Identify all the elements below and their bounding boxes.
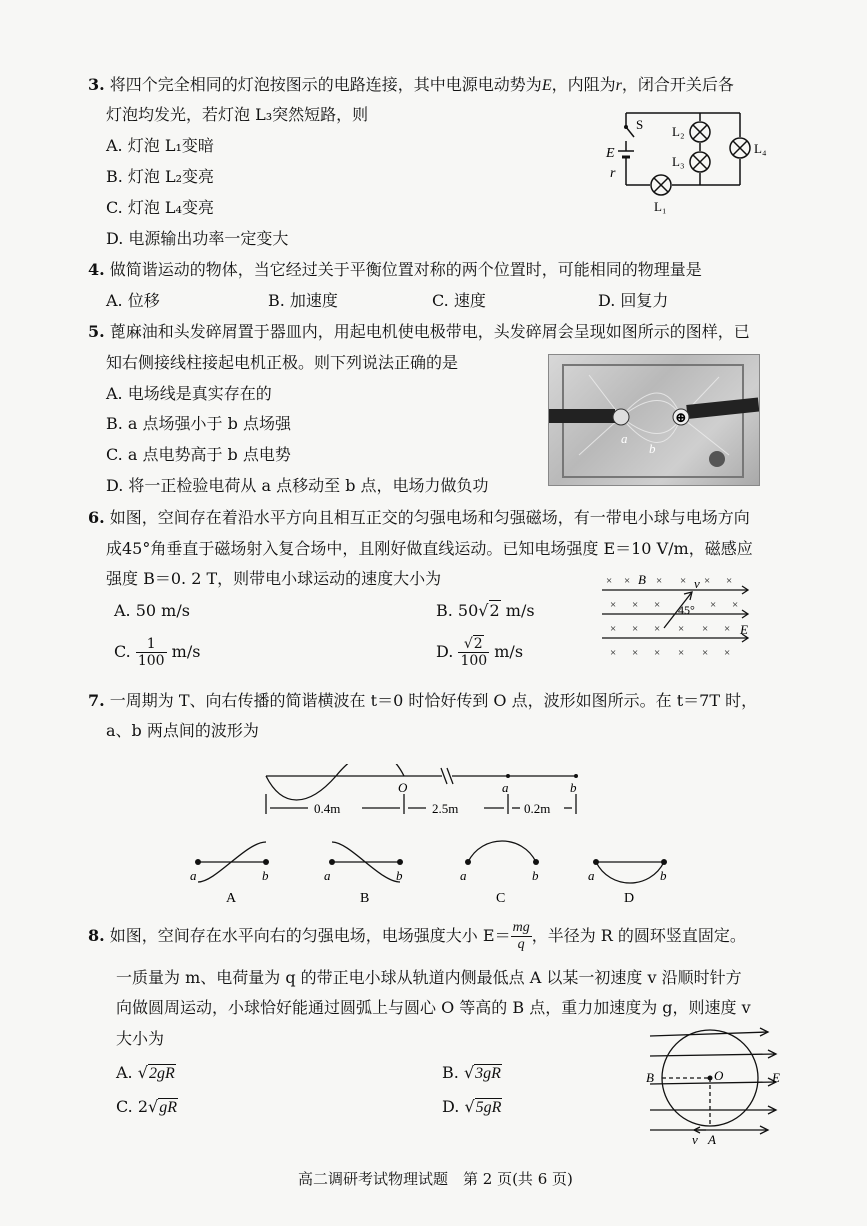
- q4-option-b: B. 加速度: [268, 291, 338, 310]
- q8-opta-radicand: 2gR: [148, 1065, 175, 1082]
- q3-option-b: B. 灯泡 L₂变亮: [106, 167, 215, 186]
- choice-b-letter: B: [360, 891, 370, 906]
- q6-stem-line3: 强度 B＝0. 2 T，则带电小球运动的速度大小为: [106, 569, 442, 588]
- fig-label-B: B: [638, 572, 646, 587]
- q8-stem-text1b: ，半径为 R 的圆环竖直固定。: [531, 926, 746, 945]
- q8-circle-field-diagram: [640, 1026, 790, 1144]
- q8-stem-line2: 一质量为 m、电荷量为 q 的带正电小球从轨道内侧最低点 A 以某一初速度 v 沿顺时针方: [116, 968, 742, 987]
- sqrt-icon: √: [478, 601, 489, 620]
- q3-stem-text2: ，内阻为: [551, 75, 616, 94]
- q7-stem-line2: a、b 两点间的波形为: [106, 721, 259, 740]
- svg-text:×: ×: [724, 647, 731, 659]
- q8-optd-radicand: 5gR: [475, 1099, 502, 1116]
- q6-stem-text1: 如图，空间存在着沿水平方向且相互正交的匀强电场和匀强磁场，有一带电小球与电场方向: [109, 508, 750, 527]
- fig-label-S: S: [636, 117, 644, 132]
- fig-label-angle: 45°: [678, 603, 695, 617]
- q3-E: E: [541, 77, 552, 94]
- choice-c-letter: C: [496, 891, 506, 906]
- svg-text:×: ×: [632, 623, 639, 635]
- fig-label-L4: L₄: [754, 141, 767, 156]
- q7-choice-d: [584, 838, 684, 908]
- fig-label-v: v: [694, 576, 700, 591]
- svg-text:×: ×: [654, 647, 661, 659]
- q8-frac-den: q: [517, 937, 525, 952]
- choice-a-point-a: a: [190, 868, 197, 883]
- fig-label-L3: L₃: [672, 154, 685, 169]
- q6-optd-unit: m/s: [489, 642, 524, 661]
- q4-stem-text: 做简谐运动的物体，当它经过关于平衡位置对称的两个位置时，可能相同的物理量是: [109, 260, 702, 279]
- q5-stem-line1: [88, 321, 750, 343]
- dish-object-icon: [709, 451, 725, 467]
- fig-dist-0.4m: 0.4m: [314, 801, 341, 816]
- q6-option-a: A. 50 m/s: [114, 601, 190, 620]
- page-footer: 高二调研考试物理试题 第 2 页(共 6 页): [298, 1170, 573, 1188]
- q4-option-d: D. 回复力: [598, 291, 669, 310]
- q6-optb-radicand: 2: [489, 601, 500, 620]
- svg-text:×: ×: [632, 599, 639, 611]
- q5-number: 5.: [88, 322, 105, 341]
- fig-label-O: O: [398, 780, 408, 795]
- q6-optc-den: 100: [137, 653, 165, 669]
- q7-wave-diagram: [258, 764, 588, 824]
- q8-frac-num: mg: [512, 920, 530, 935]
- q8-number: 8.: [88, 926, 105, 945]
- choice-c-point-b: b: [532, 868, 539, 883]
- choice-d-point-b: b: [660, 868, 667, 883]
- svg-text:×: ×: [632, 647, 639, 659]
- q5-option-c: C. a 点电势高于 b 点电势: [106, 445, 291, 464]
- q5-option-d: D. 将一正检验电荷从 a 点移动至 b 点，电场力做负功: [106, 476, 489, 495]
- svg-text:×: ×: [678, 623, 685, 635]
- q6-option-c: [114, 636, 200, 669]
- q8-optb-radicand: 3gR: [475, 1065, 501, 1082]
- q3-stem-text1: 将四个完全相同的灯泡按图示的电路连接，其中电源电动势为: [109, 75, 542, 94]
- fig-label-A-q8: A: [708, 1132, 716, 1144]
- q6-option-b: [436, 600, 535, 622]
- left-electrode-rod: [549, 409, 615, 423]
- svg-text:×: ×: [704, 575, 711, 587]
- q6-option-d: [436, 636, 523, 669]
- q8-stem-line1: [88, 920, 746, 953]
- q3-stem-line1: [88, 74, 734, 97]
- positive-electrode-label: ⊕: [675, 411, 687, 426]
- q7-choice-b: [320, 838, 420, 908]
- q3-option-c: C. 灯泡 L₄变亮: [106, 198, 214, 217]
- q8-option-a: [116, 1062, 176, 1085]
- q5-option-a: A. 电场线是真实存在的: [106, 384, 272, 403]
- q8-stem-line4: 大小为: [116, 1029, 165, 1048]
- q6-optd-num: 2: [473, 636, 483, 652]
- q6-optd-fraction: [458, 636, 489, 669]
- q4-option-c: C. 速度: [432, 291, 486, 310]
- svg-text:×: ×: [702, 647, 709, 659]
- fig-label-B-q8: B: [646, 1070, 654, 1085]
- q5-photo-electric-field-pattern: [548, 354, 760, 486]
- q7-choice-c: [456, 838, 556, 908]
- fig-label-L1: L₁: [654, 199, 667, 214]
- svg-text:×: ×: [732, 599, 739, 611]
- sqrt-icon: √: [137, 1063, 148, 1082]
- fig-point-b: b: [649, 441, 656, 456]
- q3-stem-text3: ，闭合开关后各: [621, 75, 734, 94]
- q6-stem-line2: 成45°角垂直于磁场射入复合场中，且刚好做直线运动。已知电场强度 E＝10 V/m，磁感应: [106, 539, 753, 558]
- fig-label-L2: L₂: [672, 124, 685, 139]
- q5-option-b: B. a 点场强小于 b 点场强: [106, 414, 291, 433]
- q3-stem-line2: 灯泡均发光，若灯泡 L₃突然短路，则: [106, 105, 369, 124]
- q4-stem: [88, 259, 702, 281]
- q7-number: 7.: [88, 691, 105, 710]
- q4-option-a: A. 位移: [106, 291, 160, 310]
- fig-label-a: a: [502, 780, 509, 795]
- choice-c-point-a: a: [460, 868, 467, 883]
- fig-dist-2.5m: 2.5m: [432, 801, 459, 816]
- q7-stem-line1: [88, 690, 757, 712]
- fig-label-b: b: [570, 780, 577, 795]
- fig-label-E-q6: E: [740, 622, 748, 637]
- q6-optc-num: 1: [136, 636, 167, 653]
- q8-optc-radicand: gR: [159, 1099, 178, 1116]
- q6-stem-line1: [88, 507, 750, 529]
- fig-label-r: r: [610, 166, 616, 181]
- q3-option-d: D. 电源输出功率一定变大: [106, 229, 289, 248]
- choice-d-letter: D: [624, 891, 635, 906]
- q6-optd-den: 100: [460, 653, 488, 669]
- svg-text:×: ×: [656, 575, 663, 587]
- q5-stem-text1: 蓖麻油和头发碎屑置于器皿内，用起电机使电极带电，头发碎屑会呈现如图所示的图样，已: [109, 322, 750, 341]
- q8-optc-pre: C. 2: [116, 1097, 149, 1116]
- q6-optc-pre: C.: [114, 642, 131, 661]
- q8-field-fraction: [511, 920, 532, 953]
- choice-a-letter: A: [226, 891, 237, 906]
- q3-option-a: A. 灯泡 L₁变暗: [106, 136, 214, 155]
- fig-point-a: a: [621, 431, 628, 446]
- svg-text:×: ×: [724, 623, 731, 635]
- choice-a-point-b: b: [262, 868, 269, 883]
- q5-stem-line2: 知右侧接线柱接起电机正极。则下列说法正确的是: [106, 353, 459, 372]
- svg-text:×: ×: [654, 623, 661, 635]
- fig-label-v-q8: v: [692, 1132, 698, 1144]
- choice-b-point-a: a: [324, 868, 331, 883]
- q6-optc-unit: m/s: [166, 642, 201, 661]
- svg-text:×: ×: [710, 599, 717, 611]
- q6-number: 6.: [88, 508, 105, 527]
- fig-label-O-q8: O: [714, 1068, 724, 1083]
- q7-stem-text1: 一周期为 T、向右传播的简谐横波在 t＝0 时恰好传到 O 点，波形如图所示。在 t＝7T 时，: [109, 691, 758, 710]
- q3-r: r: [615, 77, 622, 94]
- q3-number: 3.: [88, 75, 105, 94]
- svg-text:×: ×: [606, 575, 613, 587]
- svg-text:×: ×: [702, 623, 709, 635]
- q8-stem-text1a: 如图，空间存在水平向右的匀强电场，电场强度大小 E＝: [109, 926, 511, 945]
- q6-optc-fraction: [136, 636, 167, 669]
- sqrt-icon: √: [463, 1063, 475, 1082]
- q8-option-c: [116, 1096, 178, 1119]
- svg-text:×: ×: [610, 623, 617, 635]
- q6-field-diagram: [598, 570, 758, 662]
- svg-text:×: ×: [654, 599, 661, 611]
- q3-circuit-diagram: [600, 105, 780, 215]
- svg-text:×: ×: [610, 599, 617, 611]
- q7-choice-a: [186, 838, 286, 908]
- sqrt-icon: √: [148, 1097, 159, 1116]
- fig-label-E: E: [606, 146, 615, 161]
- fig-dist-0.2m: 0.2m: [524, 801, 551, 816]
- svg-text:×: ×: [624, 575, 631, 587]
- q8-stem-line3: 向做圆周运动，小球恰好能通过圆弧上与圆心 O 等高的 B 点，重力加速度为 g，则速度 v: [116, 998, 751, 1017]
- choice-b-point-b: b: [396, 868, 403, 883]
- left-electrode-icon: [613, 409, 629, 425]
- sqrt-icon: √: [464, 1097, 475, 1116]
- svg-text:×: ×: [680, 575, 687, 587]
- q6-optb-pre: B. 50: [436, 601, 479, 620]
- svg-text:×: ×: [726, 575, 733, 587]
- q8-optd-pre: D.: [442, 1097, 460, 1116]
- fig-label-E-q8: E: [772, 1070, 780, 1085]
- sqrt-icon: √: [463, 636, 473, 652]
- choice-d-point-a: a: [588, 868, 595, 883]
- q8-option-d: [442, 1096, 502, 1119]
- q8-optb-pre: B.: [442, 1063, 459, 1082]
- q4-number: 4.: [88, 260, 105, 279]
- svg-text:×: ×: [678, 647, 685, 659]
- right-electrode-rod: [686, 398, 759, 419]
- q6-optd-pre: D.: [436, 642, 454, 661]
- svg-text:×: ×: [610, 647, 617, 659]
- q8-option-b: [442, 1062, 502, 1085]
- q8-opta-pre: A.: [116, 1063, 133, 1082]
- q6-optb-unit: m/s: [500, 601, 535, 620]
